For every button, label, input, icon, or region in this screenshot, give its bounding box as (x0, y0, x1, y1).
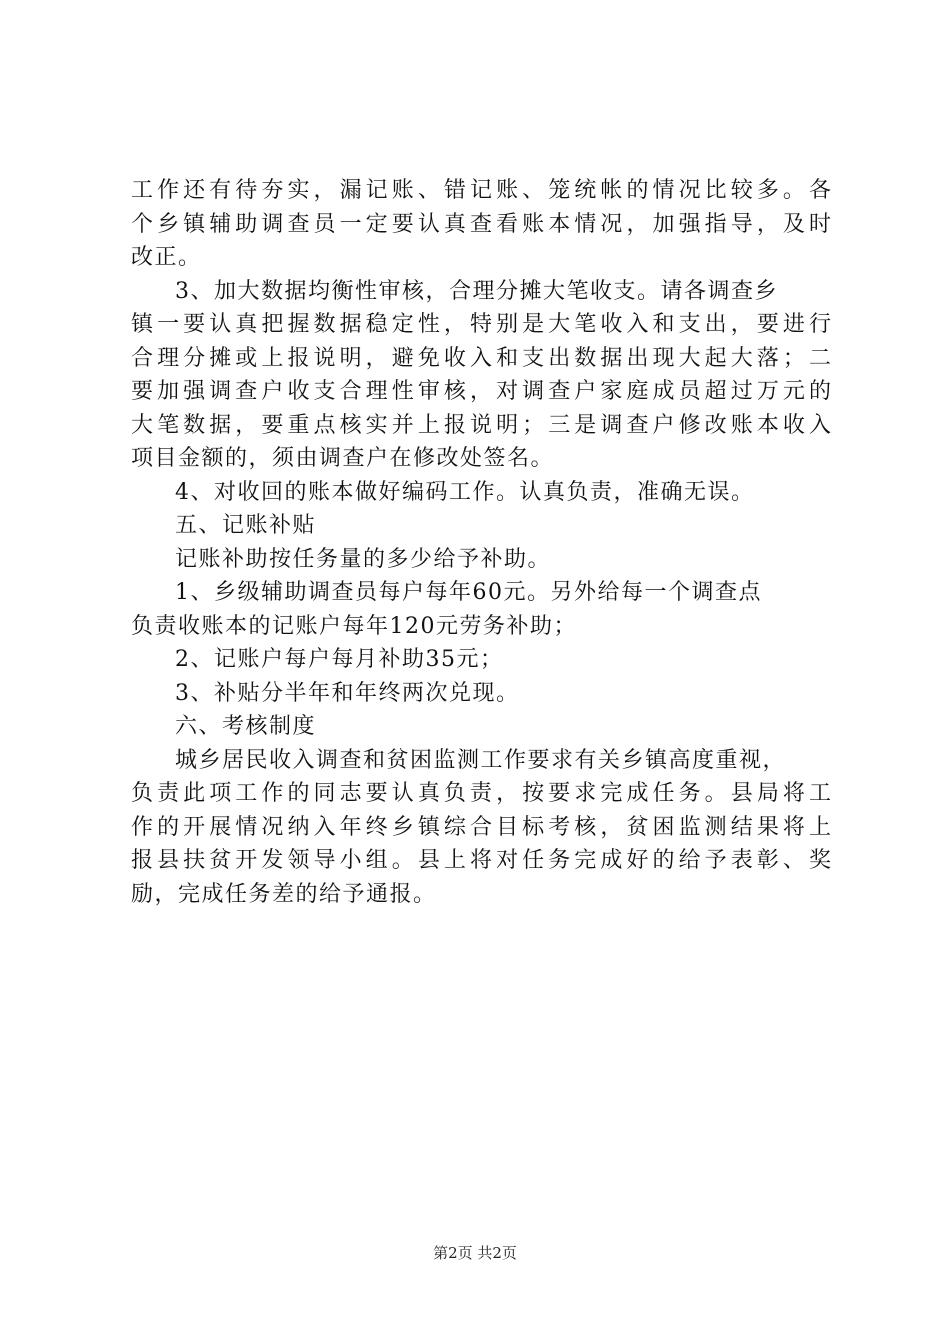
page-footer: 第2页 共2页 (433, 1244, 517, 1262)
text-line: 个乡镇辅助调查员一定要认真查看账本情况，加强指导，及时 (131, 211, 831, 237)
section-heading: 六、考核制度 (175, 714, 317, 739)
text-line: 合理分摊或上报说明，避免收入和支出数据出现大起大落；二 (131, 345, 831, 371)
text-line: 项目金额的，须由调查户在修改处签名。 (131, 446, 555, 471)
text-line: 大笔数据，要重点核实并上报说明；三是调查户修改账本收入 (131, 412, 831, 438)
text-line: 改正。 (131, 245, 202, 270)
text-line: 2、记账户每户每月补助35元； (175, 647, 504, 672)
text-line: 工作还有待夯实，漏记账、错记账、笼统帐的情况比较多。各 (131, 178, 831, 203)
text-line: 记账补助按任务量的多少给予补助。 (175, 546, 552, 572)
text-line: 负责此项工作的同志要认真负责，按要求完成任务。县局将工 (131, 781, 831, 806)
text-line: 城乡居民收入调查和贫困监测工作要求有关乡镇高度重视， (175, 747, 787, 773)
text-line: 4、对收回的账本做好编码工作。认真负责，准确无误。 (175, 479, 755, 505)
text-line: 负责收账本的记账户每年120元劳务补助； (131, 613, 577, 639)
text-line: 镇一要认真把握数据稳定性，特别是大笔收入和支出，要进行 (131, 312, 831, 337)
document-body (131, 174, 831, 911)
text-line: 励，完成任务差的给予通报。 (131, 881, 437, 907)
text-line: 1、乡级辅助调查员每户每年60元。另外给每一个调查点 (175, 580, 762, 605)
text-line: 报县扶贫开发领导小组。县上将对任务完成好的给予表彰、奖 (131, 848, 831, 873)
text-line: 作的开展情况纳入年终乡镇综合目标考核，贫困监测结果将上 (131, 814, 831, 840)
section-heading: 五、记账补贴 (175, 513, 317, 538)
text-line: 要加强调查户收支合理性审核，对调查户家庭成员超过万元的 (131, 379, 831, 404)
text-line: 3、加大数据均衡性审核，合理分摊大笔收支。请各调查乡 (175, 278, 778, 304)
text-line: 3、补贴分半年和年终两次兑现。 (175, 680, 520, 706)
